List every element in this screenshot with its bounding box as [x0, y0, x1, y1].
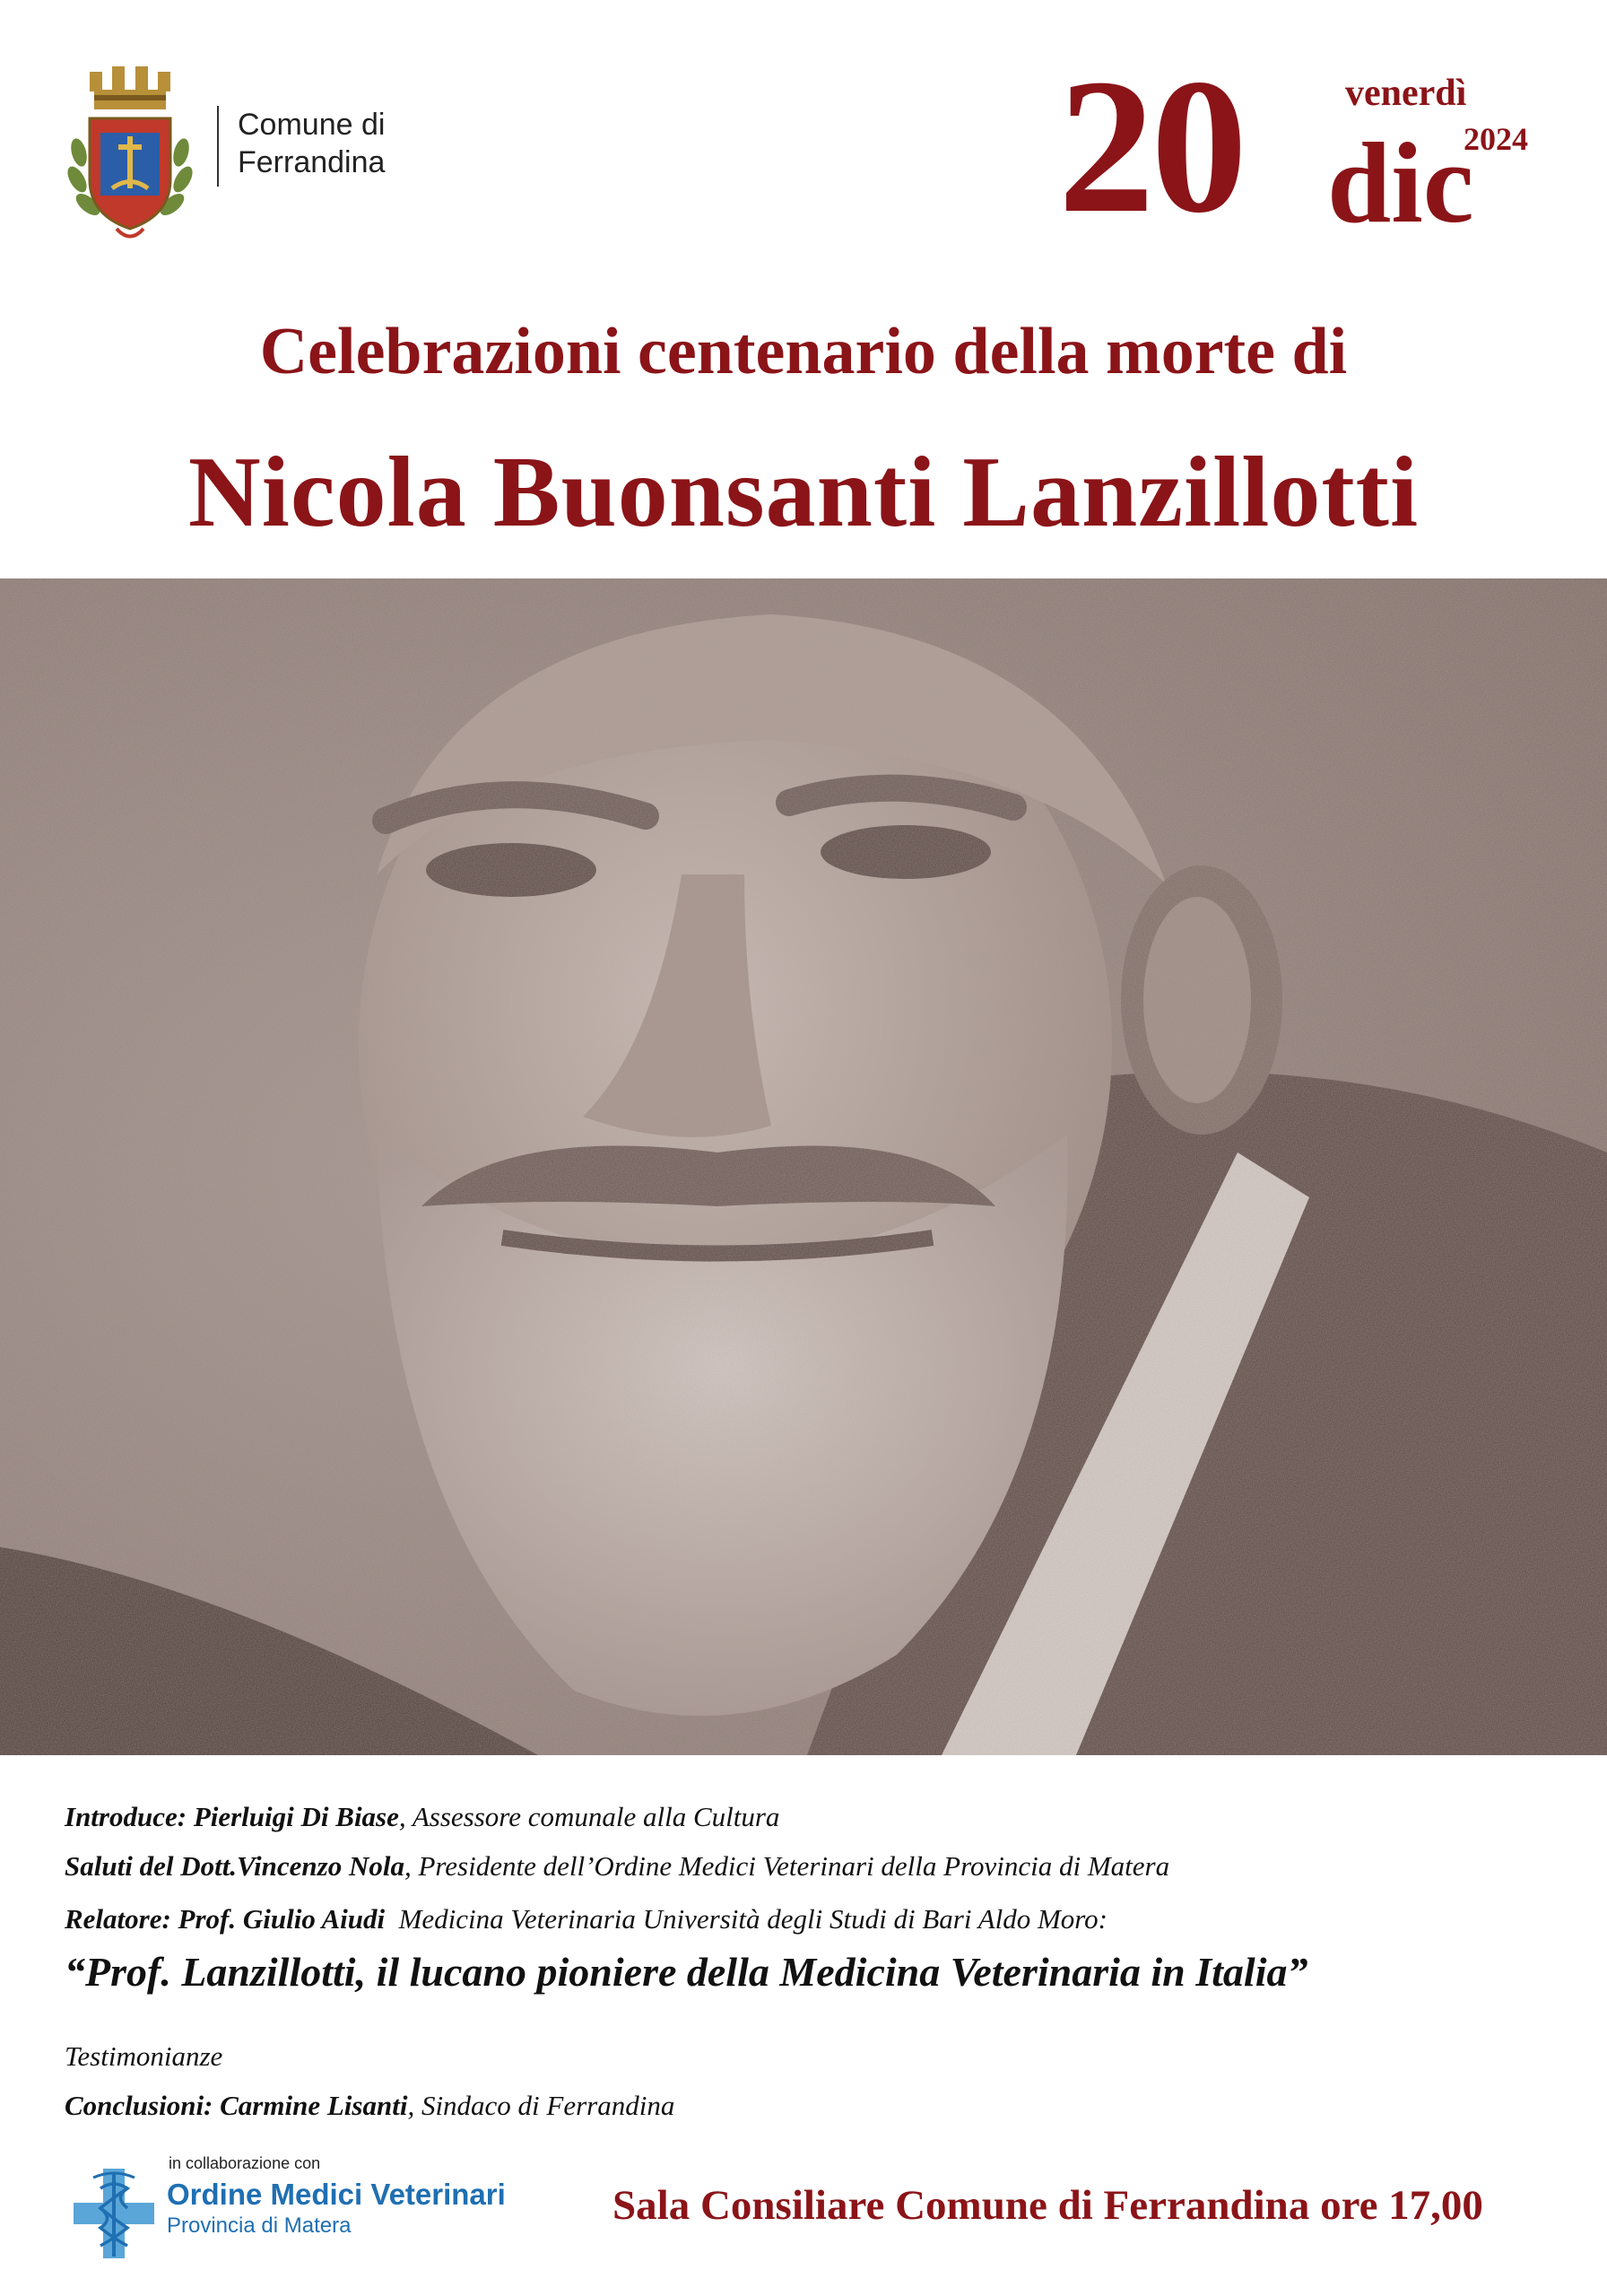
intro-speaker: Introduce: Pierluigi Di Biase [65, 1801, 399, 1832]
event-venue-time: Sala Consiliare Comune di Ferrandina ore 17,00 [612, 2182, 1483, 2229]
talk-title: “Prof. Lanzillotti, il lucano pioniere della Medicina Veterinaria in Italia” [65, 1949, 1308, 1995]
speaker-name: Relatore: Prof. Giulio Aiudi [65, 1903, 386, 1935]
speaker-affiliation: Medicina Veterinaria Università degli Studi di Bari Aldo Moro: [385, 1903, 1108, 1935]
honoree-name: Nicola Buonsanti Lanzillotti [187, 437, 1420, 548]
date-year: 2024 [1464, 121, 1528, 157]
date-month: dic [1327, 119, 1474, 247]
collaboration-label: in collaborazione con [169, 2154, 321, 2172]
event-subtitle: Celebrazioni centenario della morte di [259, 315, 1348, 388]
date-day: 20 [1058, 39, 1244, 253]
municipality-crest [63, 54, 197, 251]
programme-speaker [65, 1903, 1108, 1935]
greetings-role: , Presidente dell’Ordine Medici Veterinari della Provincia di Matera [404, 1850, 1170, 1882]
programme-testimonials: Testimonianze [65, 2040, 223, 2072]
caduceus-icon [74, 2169, 154, 2258]
date-weekday: venerdì [1345, 73, 1467, 114]
municipality-name-line1: Comune di [238, 108, 386, 142]
municipality-name-line2: Ferrandina [238, 145, 386, 179]
conclusions-role: , Sindaco di Ferrandina [407, 2090, 675, 2121]
programme-intro [65, 1801, 779, 1833]
greetings-speaker: Saluti del Dott.Vincenzo Nola [65, 1850, 404, 1882]
logo-divider [217, 106, 219, 187]
partner-name: Ordine Medici Veterinari [167, 2178, 506, 2211]
intro-role: , Assessore comunale alla Cultura [398, 1801, 780, 1832]
portrait-photo [0, 578, 1607, 1755]
partner-province: Provincia di Matera [167, 2213, 352, 2238]
crown-icon [90, 66, 170, 109]
conclusions-speaker: Conclusioni: Carmine Lisanti [65, 2090, 408, 2121]
programme-greetings [65, 1850, 1169, 1883]
programme-conclusions [65, 2090, 674, 2122]
